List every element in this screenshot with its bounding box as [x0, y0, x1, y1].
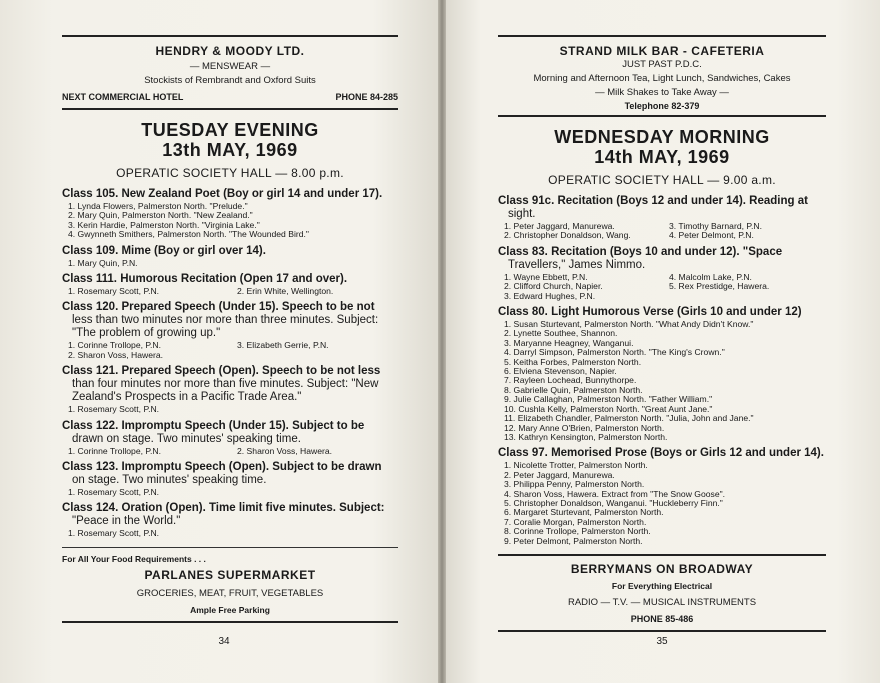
berrymans-ad [498, 562, 826, 624]
entry: 4. Darryl Simpson, Palmerston North. "The King's Crown." [504, 347, 725, 358]
entry: 2. Lynette Southee, Shannon. [504, 328, 618, 339]
ad-footer-row [62, 92, 398, 102]
heading-date: 13th MAY, 1969 [162, 140, 298, 160]
footer-bottom-rule [62, 621, 398, 623]
entry: 1. Rosemary Scott, P.N. [68, 286, 160, 297]
class-block [498, 447, 826, 546]
ad-name: BERRYMANS ON BROADWAY [570, 561, 754, 576]
class-block [62, 273, 398, 296]
heading-date: 14th MAY, 1969 [594, 147, 730, 167]
entry: 1. Lynda Flowers, Palmerston North. "Prelude." [68, 201, 248, 211]
ad-name: PARLANES SUPERMARKET [144, 567, 316, 582]
class-block [62, 245, 398, 268]
top-rule [498, 35, 826, 37]
entry-list [498, 222, 826, 241]
entry: 2. Peter Jaggard, Manurewa. [504, 469, 615, 480]
class-title: Class 97. Memorised Prose (Boys or Girls 12 and under 14). [498, 447, 824, 460]
ad-phone: PHONE 85-486 [630, 613, 694, 624]
entry-list [498, 273, 826, 301]
entry: 8. Gabrielle Quin, Palmerston North. [504, 384, 643, 395]
class-title: Class 80. Light Humorous Verse (Girls 10 and under 12) [498, 306, 802, 319]
ad-lead: For Everything Electrical [611, 580, 713, 591]
ad-tagline: — MENSWEAR — [189, 61, 271, 72]
entry: 13. Kathryn Kensington, Palmerston North. [504, 431, 668, 442]
ad-tagline: JUST PAST P.D.C. [622, 59, 702, 70]
heading-day: TUESDAY EVENING [141, 120, 319, 140]
entry: 5. Rex Prestidge, Hawera. [669, 281, 770, 292]
entry: 4. Peter Delmont, P.N. [669, 230, 754, 241]
class-title: Class 83. Recitation (Boys 10 and under 12). "Space [498, 245, 783, 258]
class-title: Class 122. Impromptu Speech (Under 15). Subject to be [62, 419, 365, 432]
entry-list [62, 447, 398, 456]
entry: 2. Sharon Voss, Hawera. [68, 349, 164, 360]
ad-desc: Stockists of Rembrandt and Oxford Suits [144, 75, 316, 86]
entry-list [62, 202, 398, 240]
entry: 1. Rosemary Scott, P.N. [68, 404, 160, 415]
entry: 2. Clifford Church, Napier. [504, 281, 603, 292]
entry-list [62, 529, 398, 538]
class-desc: on stage. Two minutes' speaking time. [72, 474, 267, 487]
entry: 1. Rosemary Scott, P.N. [68, 528, 160, 539]
hendry-moody-ad [62, 44, 398, 102]
page-number: 35 [656, 636, 668, 647]
footer-top-rule [62, 547, 398, 548]
parlanes-ad [62, 554, 398, 615]
entry: 10. Cushla Kelly, Palmerston North. "Great Aunt Jane." [504, 403, 713, 414]
entry: 9. Julie Callaghan, Palmerston North. "Father William." [504, 394, 713, 405]
class-block [62, 188, 398, 240]
ad-lead: For All Your Food Requirements . . . [62, 553, 206, 564]
class-title: Class 109. Mime (Boy or girl over 14). [62, 244, 266, 257]
entry: 4. Sharon Voss, Hawera. Extract from "The Snow Goose". [504, 488, 726, 499]
class-title: Class 111. Humorous Recitation (Open 17 and over). [62, 273, 348, 286]
class-block [498, 306, 826, 442]
entry: 1. Wayne Ebbett, P.N. [504, 271, 588, 282]
entry: 1. Rosemary Scott, P.N. [68, 487, 160, 498]
class-desc: sight. [508, 208, 536, 220]
ad-location: NEXT COMMERCIAL HOTEL [62, 92, 184, 102]
entry: 11. Elizabeth Chandler, Palmerston North. "Julia, John and Jane." [504, 413, 754, 424]
entry: 5. Keitha Forbes, Palmerston North. [504, 356, 642, 367]
ad-rule [62, 108, 398, 110]
entry: 3. Kerin Hardie, Palmerston North. "Virginia Lake." [68, 219, 260, 230]
entry-list [62, 341, 398, 360]
page-number: 34 [218, 636, 230, 647]
entry-list [62, 259, 398, 268]
ad-desc2: — Milk Shakes to Take Away — [595, 87, 729, 98]
entry: 4. Malcolm Lake, P.N. [669, 271, 752, 282]
class-block [62, 420, 398, 456]
entry: 5. Christopher Donaldson, Wanganui. "Huckleberry Finn." [504, 497, 723, 508]
entry: 3. Edward Hughes, P.N. [504, 290, 596, 301]
entry: 3. Maryanne Heagney, Wanganui. [504, 337, 634, 348]
ad-name: STRAND MILK BAR - CAFETERIA [559, 44, 765, 58]
class-block [62, 461, 398, 497]
entry: 7. Rayleen Lochead, Bunnythorpe. [504, 375, 637, 386]
entry: 8. Corinne Trollope, Palmerston North. [504, 526, 651, 537]
entry: 3. Elizabeth Gerrie, P.N. [237, 340, 329, 351]
page-left [0, 0, 438, 683]
entry: 1. Corinne Trollope, P.N. [68, 445, 161, 456]
ad-name: HENDRY & MOODY LTD. [155, 44, 305, 58]
entry: 2. Mary Quin, Palmerston North. "New Zealand." [68, 210, 253, 221]
ad-rule [498, 115, 826, 117]
class-title: Class 123. Impromptu Speech (Open). Subject to be drawn [62, 461, 382, 474]
ad-desc: Morning and Afternoon Tea, Light Lunch, Sandwiches, Cakes [533, 73, 791, 84]
venue-line: OPERATIC SOCIETY HALL — 9.00 a.m. [548, 173, 776, 187]
session-heading [62, 120, 398, 160]
entry: 6. Elviena Stevenson, Napier. [504, 366, 617, 377]
entry: 1. Nicolette Trotter, Palmerston North. [504, 460, 648, 471]
class-list [62, 188, 398, 539]
class-block [62, 365, 398, 414]
binding-gutter [438, 0, 446, 683]
ad-desc: RADIO — T.V. — MUSICAL INSTRUMENTS [567, 596, 757, 608]
entry-list [62, 488, 398, 497]
entry: 1. Corinne Trollope, P.N. [68, 340, 161, 351]
ad-phone: Telephone 82-379 [624, 101, 700, 111]
class-block [62, 301, 398, 360]
class-title: Class 120. Prepared Speech (Under 15). Speech to be not [62, 301, 375, 314]
class-block [62, 502, 398, 538]
class-list [498, 195, 826, 546]
entry: 2. Christopher Donaldson, Wang. [504, 230, 631, 241]
entry-list [62, 287, 398, 296]
session-heading [498, 127, 826, 167]
entry-list [498, 320, 826, 442]
class-desc: than four minutes nor more than five minutes. Subject: "New Zealand's Prospects in a Pacific Trade Area." [72, 378, 379, 404]
class-desc: Travellers," James Nimmo. [508, 258, 646, 271]
entry: 6. Margaret Sturtevant, Palmerston North. [504, 507, 664, 518]
class-title: Class 124. Oration (Open). Time limit five minutes. Subject: [62, 502, 385, 515]
footer-top-rule [498, 554, 826, 556]
class-title: Class 121. Prepared Speech (Open). Speech to be not less [62, 365, 381, 378]
entry: 7. Coralie Morgan, Palmerston North. [504, 516, 647, 527]
class-desc: "Peace in the World." [72, 515, 181, 528]
entry-list [498, 461, 826, 546]
page-right [446, 0, 880, 683]
entry: 12. Mary Anne O'Brien, Palmerston North. [504, 422, 665, 433]
class-title: Class 91c. Recitation (Boys 12 and under 14). Reading at [498, 195, 808, 207]
class-block [498, 246, 826, 301]
entry: 2. Sharon Voss, Hawera. [237, 445, 333, 456]
class-block [498, 195, 826, 241]
class-title: Class 105. New Zealand Poet (Boy or girl 14 and under 17). [62, 188, 383, 200]
entry: 9. Peter Delmont, Palmerston North. [504, 535, 643, 546]
entry: 1. Susan Sturtevant, Palmerston North. "What Andy Didn't Know." [504, 319, 754, 330]
entry: 3. Timothy Barnard, P.N. [669, 221, 762, 231]
ad-desc: GROCERIES, MEAT, FRUIT, VEGETABLES [136, 587, 324, 599]
strand-milk-bar-ad [498, 44, 826, 111]
footer-bottom-rule [498, 630, 826, 632]
entry-list [62, 405, 398, 414]
entry: 3. Philippa Penny, Palmerston North. [504, 479, 645, 490]
entry: 4. Gwynneth Smithers, Palmerston North. "The Wounded Bird." [68, 229, 309, 240]
ad-note: Ample Free Parking [190, 604, 270, 615]
top-rule [62, 35, 398, 37]
entry: 1. Mary Quin, P.N. [68, 257, 138, 268]
entry: 2. Erin White, Wellington. [237, 286, 334, 297]
entry: 1. Peter Jaggard, Manurewa. [504, 221, 615, 231]
class-desc: drawn on stage. Two minutes' speaking time. [72, 432, 301, 445]
ad-phone: PHONE 84-285 [335, 92, 398, 102]
heading-day: WEDNESDAY MORNING [554, 127, 770, 147]
class-desc: less than two minutes nor more than three minutes. Subject: "The problem of growing up." [72, 314, 379, 340]
venue-line: OPERATIC SOCIETY HALL — 8.00 p.m. [116, 166, 344, 180]
